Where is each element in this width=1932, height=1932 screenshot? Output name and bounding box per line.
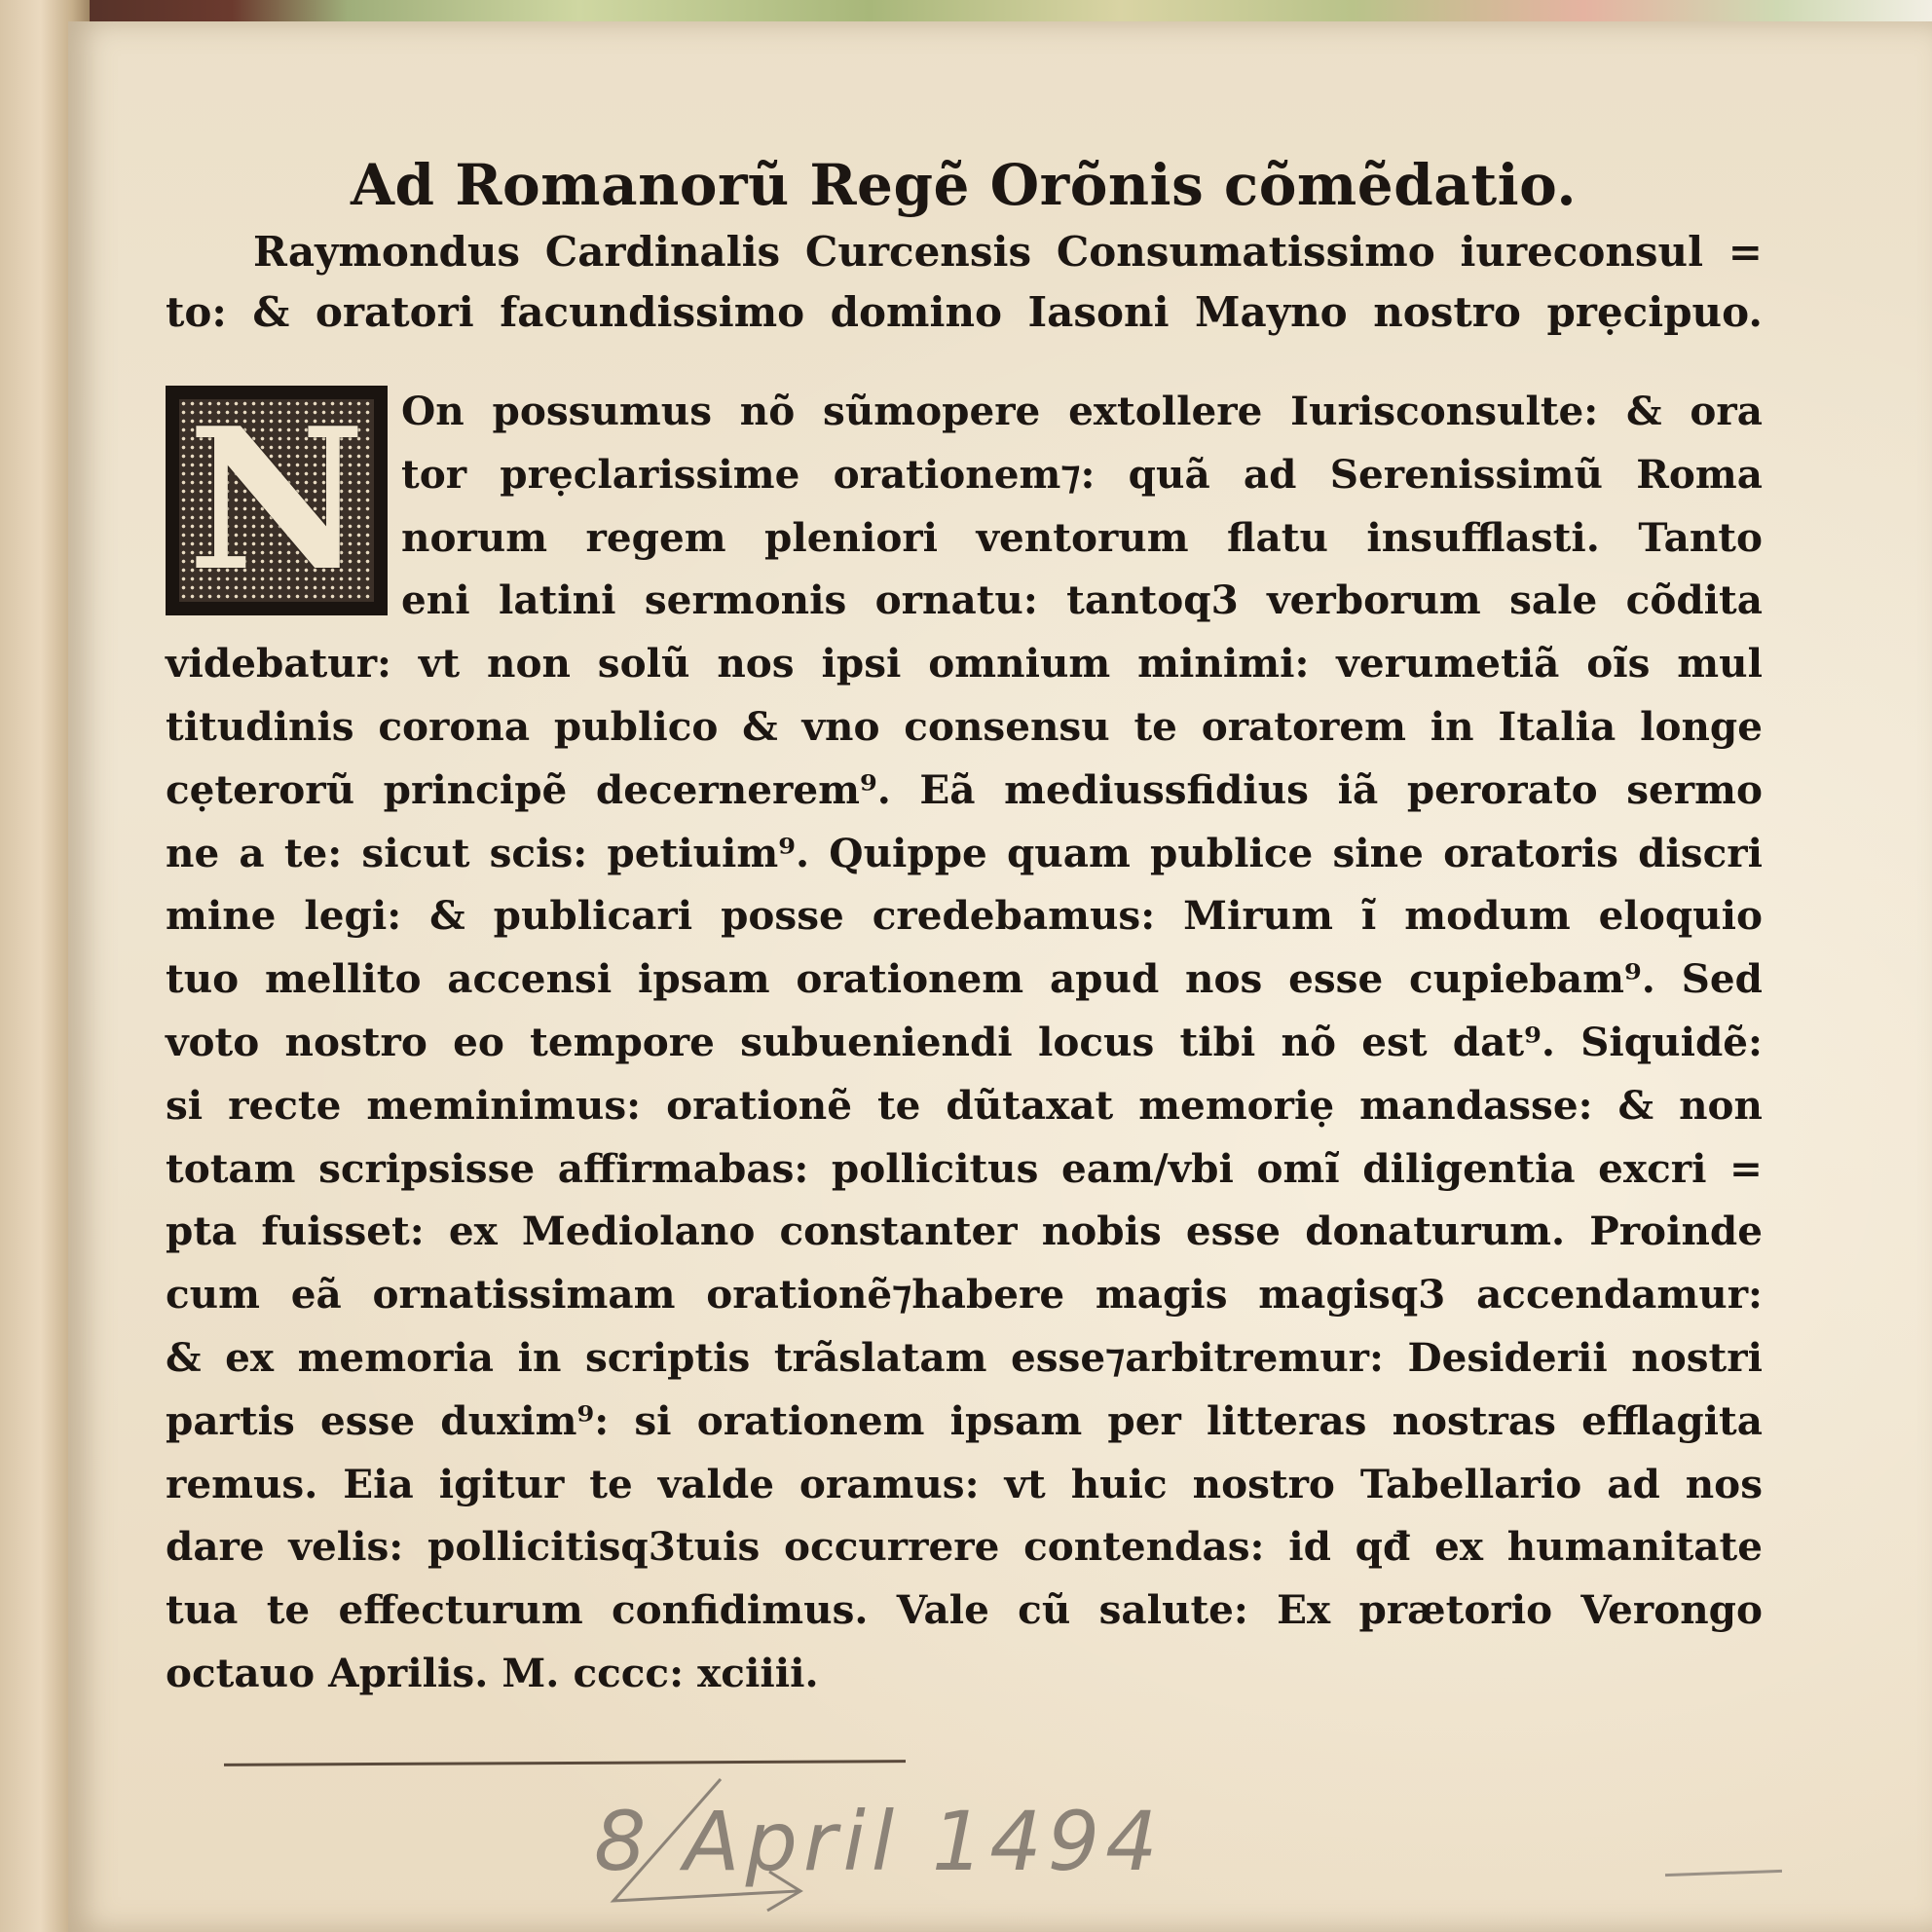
body-line: tor prẹclarissime orationem⁊: quã ad Serenissimũ Roma xyxy=(401,450,1763,498)
body-line: partis esse duxim⁹: si orationem ipsam per litteras nostras efflagita xyxy=(166,1396,1763,1444)
body-line: & ex memoria in scriptis trãslatam esse⁊arbitremur: Desiderii nostri xyxy=(166,1333,1763,1381)
book-page xyxy=(68,21,1932,1932)
page-heading: Ad Romanorũ Regẽ Orõnis cõmẽdatio. xyxy=(351,152,1578,218)
initial-letter: N xyxy=(187,386,366,614)
body-line: On possumus nõ sũmopere extollere Iurisconsulte: & ora xyxy=(401,388,1763,434)
body-line: octauo Aprilis. M. cccc: xciiii. xyxy=(166,1649,819,1696)
printed-text-block xyxy=(166,148,1763,1705)
body-line: titudinis corona publico & vno consensu te oratorem in Italia longe xyxy=(166,702,1763,750)
body-line: ne a te: sicut scis: petiuim⁹. Quippe quam publice sine oratoris discri xyxy=(166,829,1763,876)
body-line: remus. Eia igitur te valde oramus: vt huic nostro Tabellario ad nos xyxy=(166,1460,1763,1507)
body-line: norum regem pleniori ventorum flatu insufflasti. Tanto xyxy=(401,513,1763,561)
letter-body xyxy=(166,380,1763,1705)
decorated-initial xyxy=(166,386,388,615)
address-block xyxy=(166,222,1763,343)
body-line: tuo mellito accensi ipsam orationem apud nos esse cupiebam⁹. Sed xyxy=(166,955,1763,1003)
body-line: eni latini sermonis ornatu: tantoq3 verborum sale cõdita xyxy=(401,576,1763,624)
address-line: to: & oratori facundissimo domino Iasoni Mayno nostro prẹcipuo. xyxy=(166,288,1763,336)
body-line: videbatur: vt non solũ nos ipsi omnium minimi: verumetiã oĩs mul xyxy=(166,640,1763,687)
body-line: si recte meminimus: orationẽ te dũtaxat memoriẹ mandasse: & non xyxy=(166,1081,1763,1129)
body-line: tua te effecturum confidimus. Vale cũ salute: Ex prætorio Verongo xyxy=(166,1586,1763,1634)
body-line: cẹterorũ principẽ decernerem⁹. Eã mediussfidius iã perorato sermo xyxy=(166,765,1763,813)
body-line: pta fuisset: ex Mediolano constanter nobis esse donaturum. Proinde xyxy=(166,1208,1763,1255)
pencil-dash xyxy=(1665,1870,1782,1876)
pencil-note: 8 April 1494 xyxy=(594,1794,1164,1889)
body-line: dare velis: pollicitisq3tuis occurrere contendas: id qđ ex humanitate xyxy=(166,1523,1763,1571)
body-line: voto nostro eo tempore subueniendi locus tibi nõ est dat⁹. Siquidẽ: xyxy=(166,1018,1763,1065)
body-line: cum eã ornatissimam orationẽ⁊habere magis magisq3 accendamur: xyxy=(166,1271,1763,1319)
body-line: mine legi: & publicari posse credebamus: Mirum ĩ modum eloquio xyxy=(166,892,1763,940)
address-line: Raymondus Cardinalis Curcensis Consumatissimo iureconsul = xyxy=(253,228,1763,276)
body-line: totam scripsisse affirmabas: pollicitus eam/vbi omĩ diligentia excri = xyxy=(166,1144,1763,1192)
